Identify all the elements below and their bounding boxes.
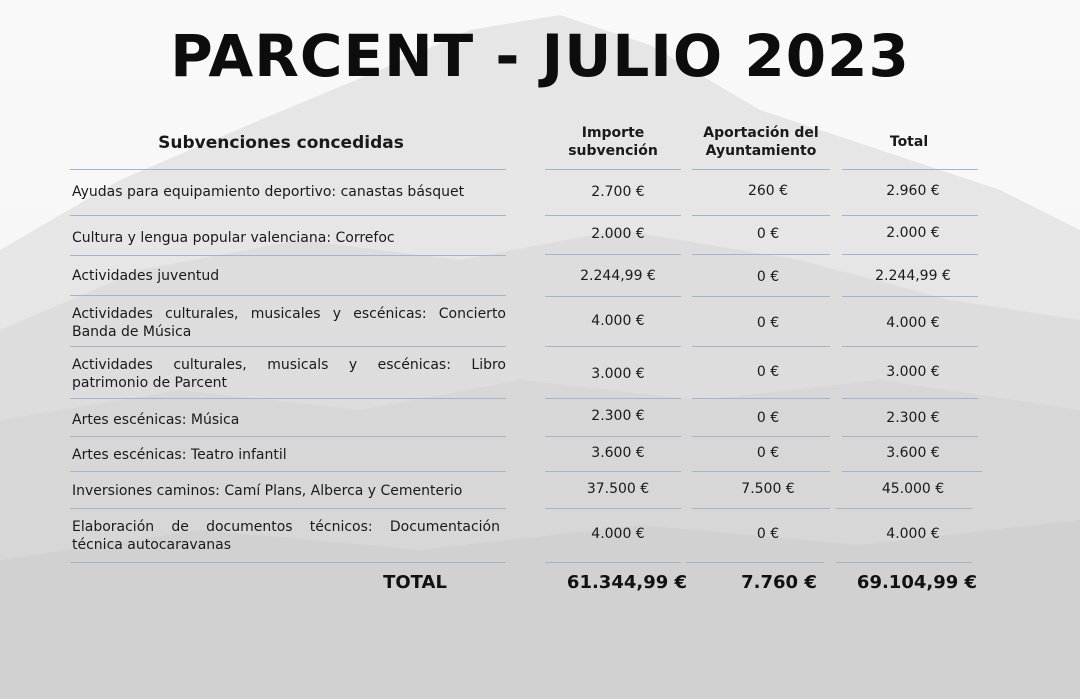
row-divider [842, 471, 982, 472]
row-total: 2.300 € [886, 410, 940, 426]
row-divider [692, 346, 830, 347]
row-subsidy: 3.000 € [591, 366, 645, 382]
row-divider [545, 346, 681, 347]
header-total: Total [889, 134, 929, 150]
row-divider [692, 398, 830, 399]
row-council: 0 € [756, 226, 780, 242]
row-divider [842, 296, 978, 297]
row-divider [692, 215, 830, 216]
page-title: PARCENT - JULIO 2023 [170, 22, 910, 90]
row-divider [842, 436, 978, 437]
row-divider [692, 169, 830, 170]
row-subsidy: 37.500 € [586, 481, 650, 497]
row-subsidy: 2.244,99 € [580, 268, 656, 284]
row-divider [70, 255, 506, 256]
row-divider [545, 436, 681, 437]
row-council: 0 € [756, 315, 780, 331]
row-council: 0 € [756, 269, 780, 285]
row-divider [842, 215, 978, 216]
row-total: 45.000 € [881, 481, 945, 497]
row-subsidy: 2.000 € [591, 226, 645, 242]
header-concept: Subvenciones concedidas [158, 133, 404, 153]
row-total: 4.000 € [886, 526, 940, 542]
row-total: 2.000 € [886, 225, 940, 241]
row-concept: Artes escénicas: Teatro infantil [72, 447, 287, 463]
row-council: 0 € [756, 445, 780, 461]
row-subsidy: 2.300 € [591, 408, 645, 424]
row-total: 4.000 € [886, 315, 940, 331]
row-divider [70, 215, 506, 216]
row-subsidy: 2.700 € [591, 184, 645, 200]
header-council: Aportación del Ayuntamiento [703, 125, 819, 159]
row-council: 0 € [756, 364, 780, 380]
row-divider [70, 508, 506, 509]
row-divider [545, 398, 681, 399]
row-council: 260 € [747, 183, 789, 199]
total-label: TOTAL [383, 572, 447, 593]
row-divider [70, 295, 506, 296]
row-subsidy: 4.000 € [591, 313, 645, 329]
row-concept: Cultura y lengua popular valenciana: Correfoc [72, 230, 395, 246]
row-total: 2.244,99 € [875, 268, 951, 284]
row-concept: Elaboración de documentos técnicos: Documentación técnica autocaravanas [72, 519, 500, 553]
row-divider [545, 508, 681, 509]
row-divider [842, 254, 978, 255]
row-concept: Actividades culturales, musicales y escénicas: Concierto Banda de Música [72, 306, 506, 340]
row-divider [692, 508, 830, 509]
row-council: 0 € [756, 526, 780, 542]
row-divider [70, 471, 506, 472]
total-council: 7.760 € [741, 572, 817, 593]
row-divider [70, 398, 506, 399]
row-divider [842, 398, 978, 399]
row-divider [545, 296, 681, 297]
row-divider [836, 508, 972, 509]
row-divider [70, 436, 506, 437]
total-total: 69.104,99 € [856, 572, 978, 593]
row-divider [842, 169, 978, 170]
row-divider [692, 436, 830, 437]
row-council: 7.500 € [741, 481, 795, 497]
row-divider [842, 346, 978, 347]
row-divider [545, 215, 681, 216]
row-divider [545, 169, 681, 170]
row-council: 0 € [756, 410, 780, 426]
row-total: 2.960 € [886, 183, 940, 199]
row-divider [70, 346, 506, 347]
row-subsidy: 4.000 € [591, 526, 645, 542]
row-divider [686, 562, 824, 563]
row-concept: Ayudas para equipamiento deportivo: canastas básquet [72, 184, 465, 200]
row-divider [545, 471, 681, 472]
row-divider [692, 296, 830, 297]
header-subsidy: Importe subvención [568, 125, 658, 159]
row-divider [545, 562, 681, 563]
row-concept: Artes escénicas: Música [72, 412, 240, 428]
row-total: 3.600 € [886, 445, 940, 461]
row-subsidy: 3.600 € [591, 445, 645, 461]
total-subsidy: 61.344,99 € [566, 572, 688, 593]
row-divider [545, 254, 681, 255]
row-divider [692, 471, 830, 472]
row-divider [70, 562, 506, 563]
row-concept: Inversiones caminos: Camí Plans, Alberca y Cementerio [72, 483, 463, 499]
row-divider [836, 562, 972, 563]
row-concept: Actividades culturales, musicals y escénicas: Libro patrimonio de Parcent [72, 357, 506, 391]
row-divider [70, 169, 506, 170]
row-divider [692, 254, 830, 255]
row-concept: Actividades juventud [72, 268, 220, 284]
row-total: 3.000 € [886, 364, 940, 380]
